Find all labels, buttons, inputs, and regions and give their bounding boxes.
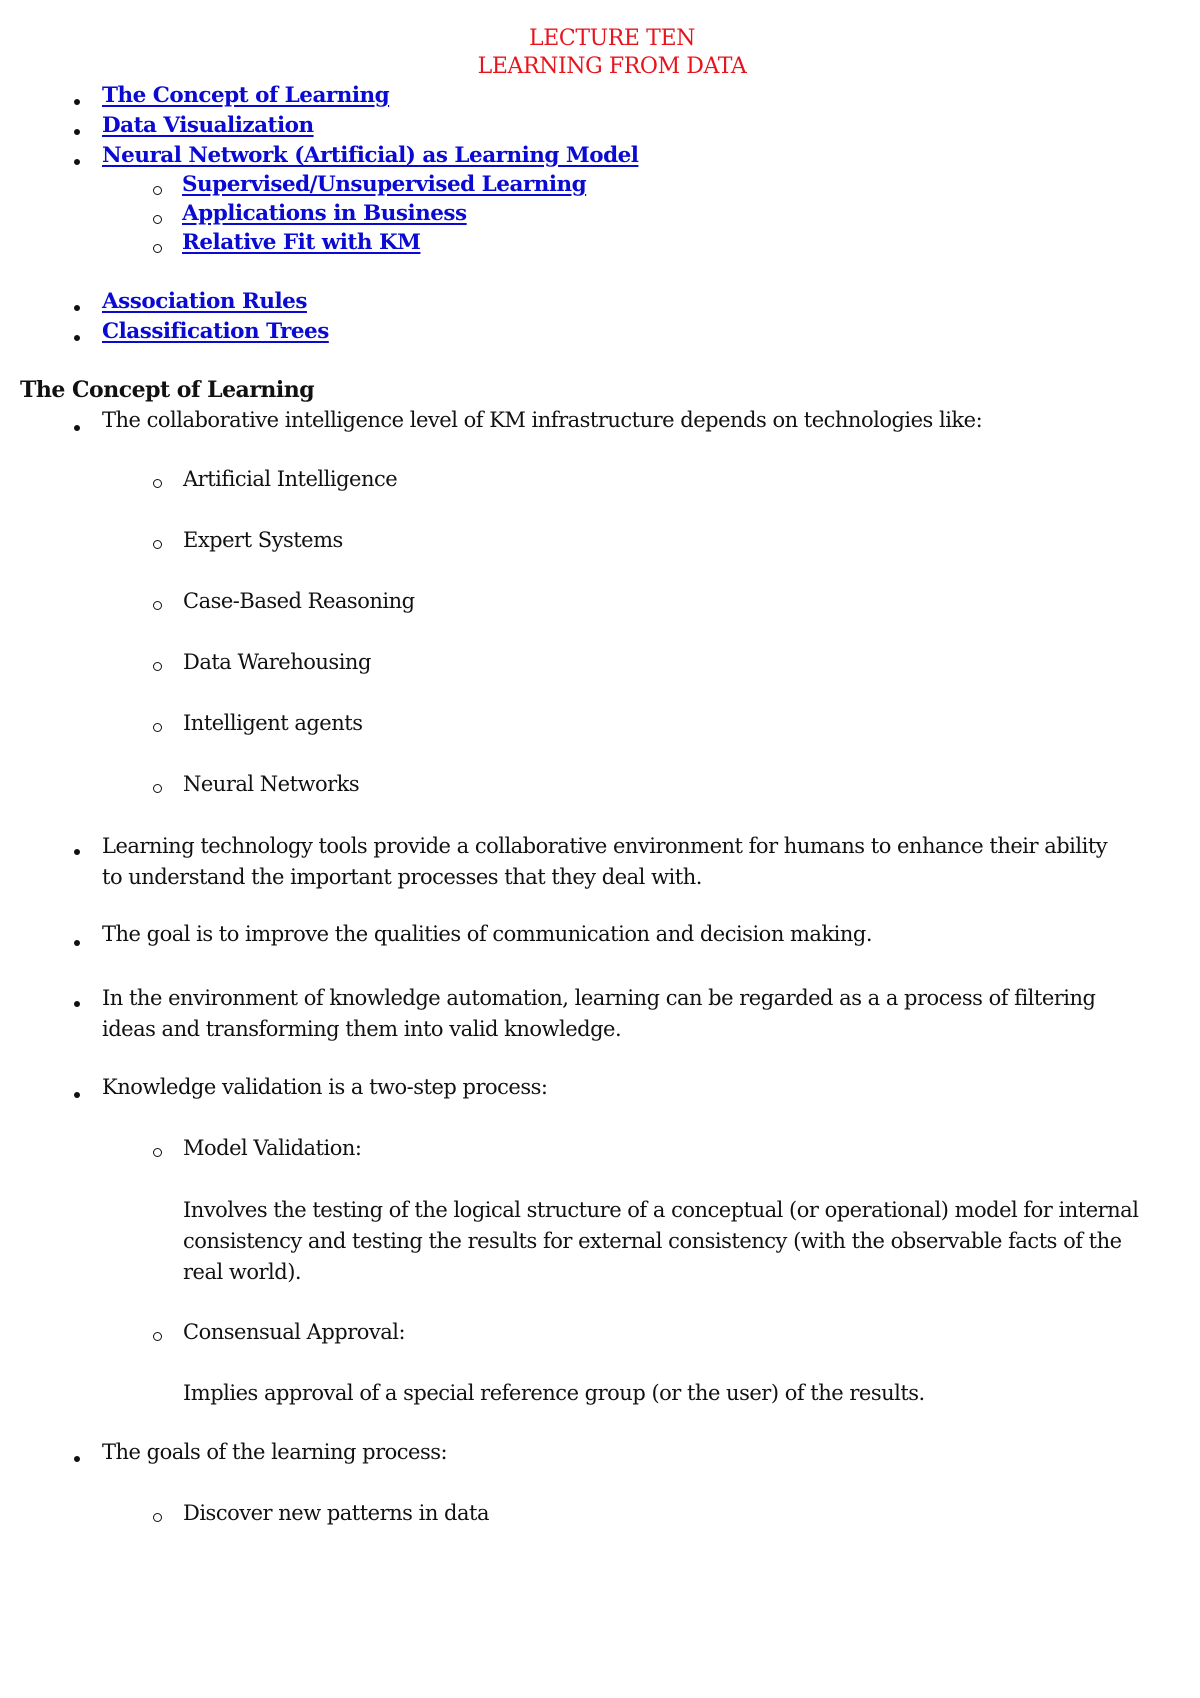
bullet-icon: [74, 1456, 80, 1462]
circle-bullet-icon: [153, 784, 162, 793]
circle-bullet-icon: [153, 244, 162, 253]
bullet-icon: [74, 99, 80, 105]
goal-paragraph: The goal is to improve the qualities of communication and decision making.: [102, 922, 873, 946]
bullet-icon: [74, 305, 80, 311]
bullet-icon: [74, 159, 80, 165]
toc-link-data-visualization[interactable]: Data Visualization: [102, 113, 314, 138]
circle-bullet-icon: [153, 215, 162, 224]
bullet-icon: [74, 849, 80, 855]
toc-link-supervised-unsupervised[interactable]: Supervised/Unsupervised Learning: [182, 172, 587, 197]
consensual-approval-title: Consensual Approval:: [183, 1320, 406, 1344]
section-heading: The Concept of Learning: [20, 377, 315, 403]
technology-item: Case-Based Reasoning: [183, 589, 415, 613]
technology-item: Intelligent agents: [183, 711, 363, 735]
toc-link-classification-trees[interactable]: Classification Trees: [102, 319, 329, 344]
bullet-icon: [74, 940, 80, 946]
learning-tools-paragraph: Learning technology tools provide a collaborative environment for humans to enhance their ability to understand the important processes that they deal with.: [102, 834, 1108, 889]
lecture-topic-title: LEARNING FROM DATA: [477, 54, 747, 79]
bullet-icon: [74, 1092, 80, 1098]
knowledge-automation-paragraph: In the environment of knowledge automation, learning can be regarded as a a process of filtering ideas and transforming them into valid knowledge.: [102, 986, 1096, 1041]
circle-bullet-icon: [153, 1332, 162, 1341]
technology-item: Neural Networks: [183, 772, 360, 796]
circle-bullet-icon: [153, 662, 162, 671]
toc-link-applications-in-business[interactable]: Applications in Business: [182, 201, 467, 226]
circle-bullet-icon: [153, 1148, 162, 1157]
technology-item: Expert Systems: [183, 528, 343, 552]
toc-link-association-rules[interactable]: Association Rules: [102, 289, 307, 314]
model-validation-title: Model Validation:: [183, 1136, 362, 1160]
intro-paragraph: The collaborative intelligence level of KM infrastructure depends on technologies like:: [102, 408, 983, 432]
goal-item: Discover new patterns in data: [183, 1501, 489, 1525]
circle-bullet-icon: [153, 479, 162, 488]
circle-bullet-icon: [153, 601, 162, 610]
technology-item: Artificial Intelligence: [183, 467, 398, 491]
circle-bullet-icon: [153, 1513, 162, 1522]
bullet-icon: [74, 425, 80, 431]
model-validation-text: Involves the testing of the logical structure of a conceptual (or operational) model for internal consistency and testing the results for external consistency (with the observable facts of the real world).: [183, 1198, 1139, 1284]
circle-bullet-icon: [153, 186, 162, 195]
lecture-number-title: LECTURE TEN: [529, 26, 695, 51]
circle-bullet-icon: [153, 540, 162, 549]
toc-link-neural-network[interactable]: Neural Network (Artificial) as Learning Model: [102, 143, 639, 168]
bullet-icon: [74, 129, 80, 135]
toc-link-relative-fit-km[interactable]: Relative Fit with KM: [182, 230, 421, 255]
circle-bullet-icon: [153, 723, 162, 732]
learning-goals-paragraph: The goals of the learning process:: [102, 1440, 448, 1464]
technology-item: Data Warehousing: [183, 650, 371, 674]
bullet-icon: [74, 1001, 80, 1007]
bullet-icon: [74, 335, 80, 341]
consensual-approval-text: Implies approval of a special reference group (or the user) of the results.: [183, 1381, 925, 1405]
toc-link-concept-of-learning[interactable]: The Concept of Learning: [102, 83, 390, 108]
validation-paragraph: Knowledge validation is a two-step process:: [102, 1075, 548, 1099]
